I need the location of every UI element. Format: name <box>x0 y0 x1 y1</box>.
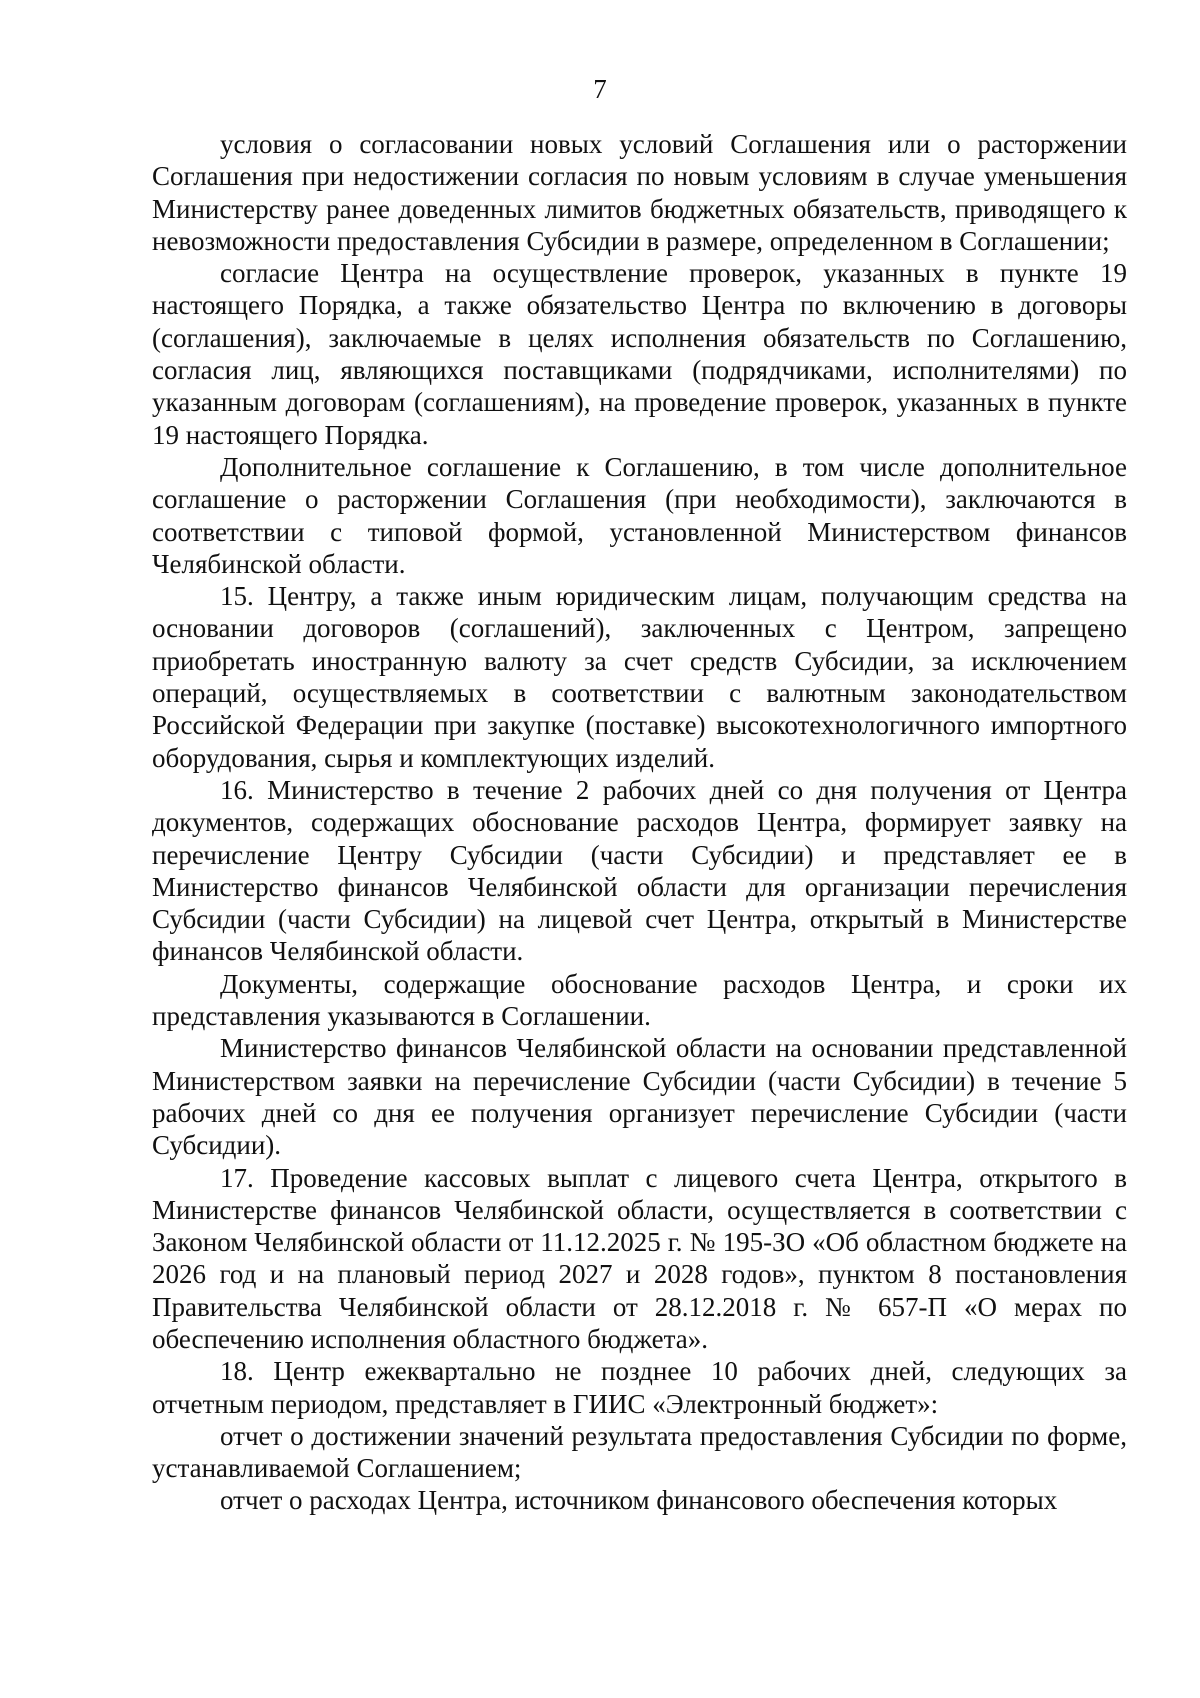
paragraph-documents-deadlines: Документы, содержащие обоснование расходов Центра, и сроки их представления указываются в Соглашении. <box>152 968 1127 1032</box>
paragraph-item-18: 18. Центр ежеквартально не позднее 10 рабочих дней, следующих за отчетным периодом, представляет в ГИИС «Электронный бюджет»: <box>152 1356 1127 1419</box>
paragraph-item-17: 17. Проведение кассовых выплат с лицевого счета Центра, открытого в Министерстве финансов Челябинской области, осуществляется в соответствии с Законом Челябинской области от 11.12.2025 г. № 195-ЗО «Об областном бюджете на 2026 год и на плановый период 2027 и 2028 годов», пунктом 8 постановления Правительства Челябинской области от 28.12.2018 г. № 657-П «О мерах по обеспечению исполнения областного бюджета». <box>152 1162 1127 1354</box>
paragraph-item-16: 16. Министерство в течение 2 рабочих дней со дня получения от Центра документов, содержащих обоснование расходов Центра, формирует заявку на перечисление Центру Субсидии (части Субсидии) и представляет ее в Министерство финансов Челябинской области для организации перечисления Субсидии (части Субсидии) на лицевой счет Центра, открытый в Министерстве финансов Челябинской области. <box>152 774 1127 967</box>
document-body <box>152 128 1127 1517</box>
paragraph-item-15: 15. Центру, а также иным юридическим лицам, получающим средства на основании договоров (соглашений), заключенных с Центром, запрещено приобретать иностранную валюту за счет средств Субсидии, за исключением операций, осуществляемых в соответствии с валютным законодательством Российской Федерации при закупке (поставке) высокотехнологичного импортного оборудования, сырья и комплектующих изделий. <box>152 581 1127 773</box>
paragraph-result-report: отчет о достижении значений результата предоставления Субсидии по форме, устанавливаемой Соглашением; <box>152 1420 1127 1484</box>
page-number: 7 <box>593 74 607 104</box>
paragraph-supplementary-agreement: Дополнительное соглашение к Соглашению, в том числе дополнительное соглашение о расторжении Соглашения (при необходимости), заключаются в соответствии с типовой формой, установленной Министерством финансов Челябинской области. <box>152 451 1127 579</box>
paragraph-inspection-consent: согласие Центра на осуществление проверок, указанных в пункте 19 настоящего Порядка, а также обязательство Центра по включению в договоры (соглашения), заключаемые в целях исполнения обязательств по Соглашению, согласия лиц, являющихся поставщиками (подрядчиками, исполнителями) по указанным договорам (соглашениям), на проведение проверок, указанных в пункте 19 настоящего Порядка. <box>152 258 1127 450</box>
paragraph-agreement-terms: условия о согласовании новых условий Соглашения или о расторжении Соглашения при недостижении согласия по новым условиям в случае уменьшения Министерству ранее доведенных лимитов бюджетных обязательств, приводящего к невозможности предоставления Субсидии в размере, определенном в Соглашении; <box>152 129 1127 256</box>
paragraph-expense-report: отчет о расходах Центра, источником финансового обеспечения которых <box>220 1485 1058 1516</box>
paragraph-finance-ministry-transfer: Министерство финансов Челябинской области на основании представленной Министерством заявки на перечисление Субсидии (части Субсидии) в течение 5 рабочих дней со дня ее получения организует перечисление Субсидии (части Субсидии). <box>152 1033 1127 1161</box>
